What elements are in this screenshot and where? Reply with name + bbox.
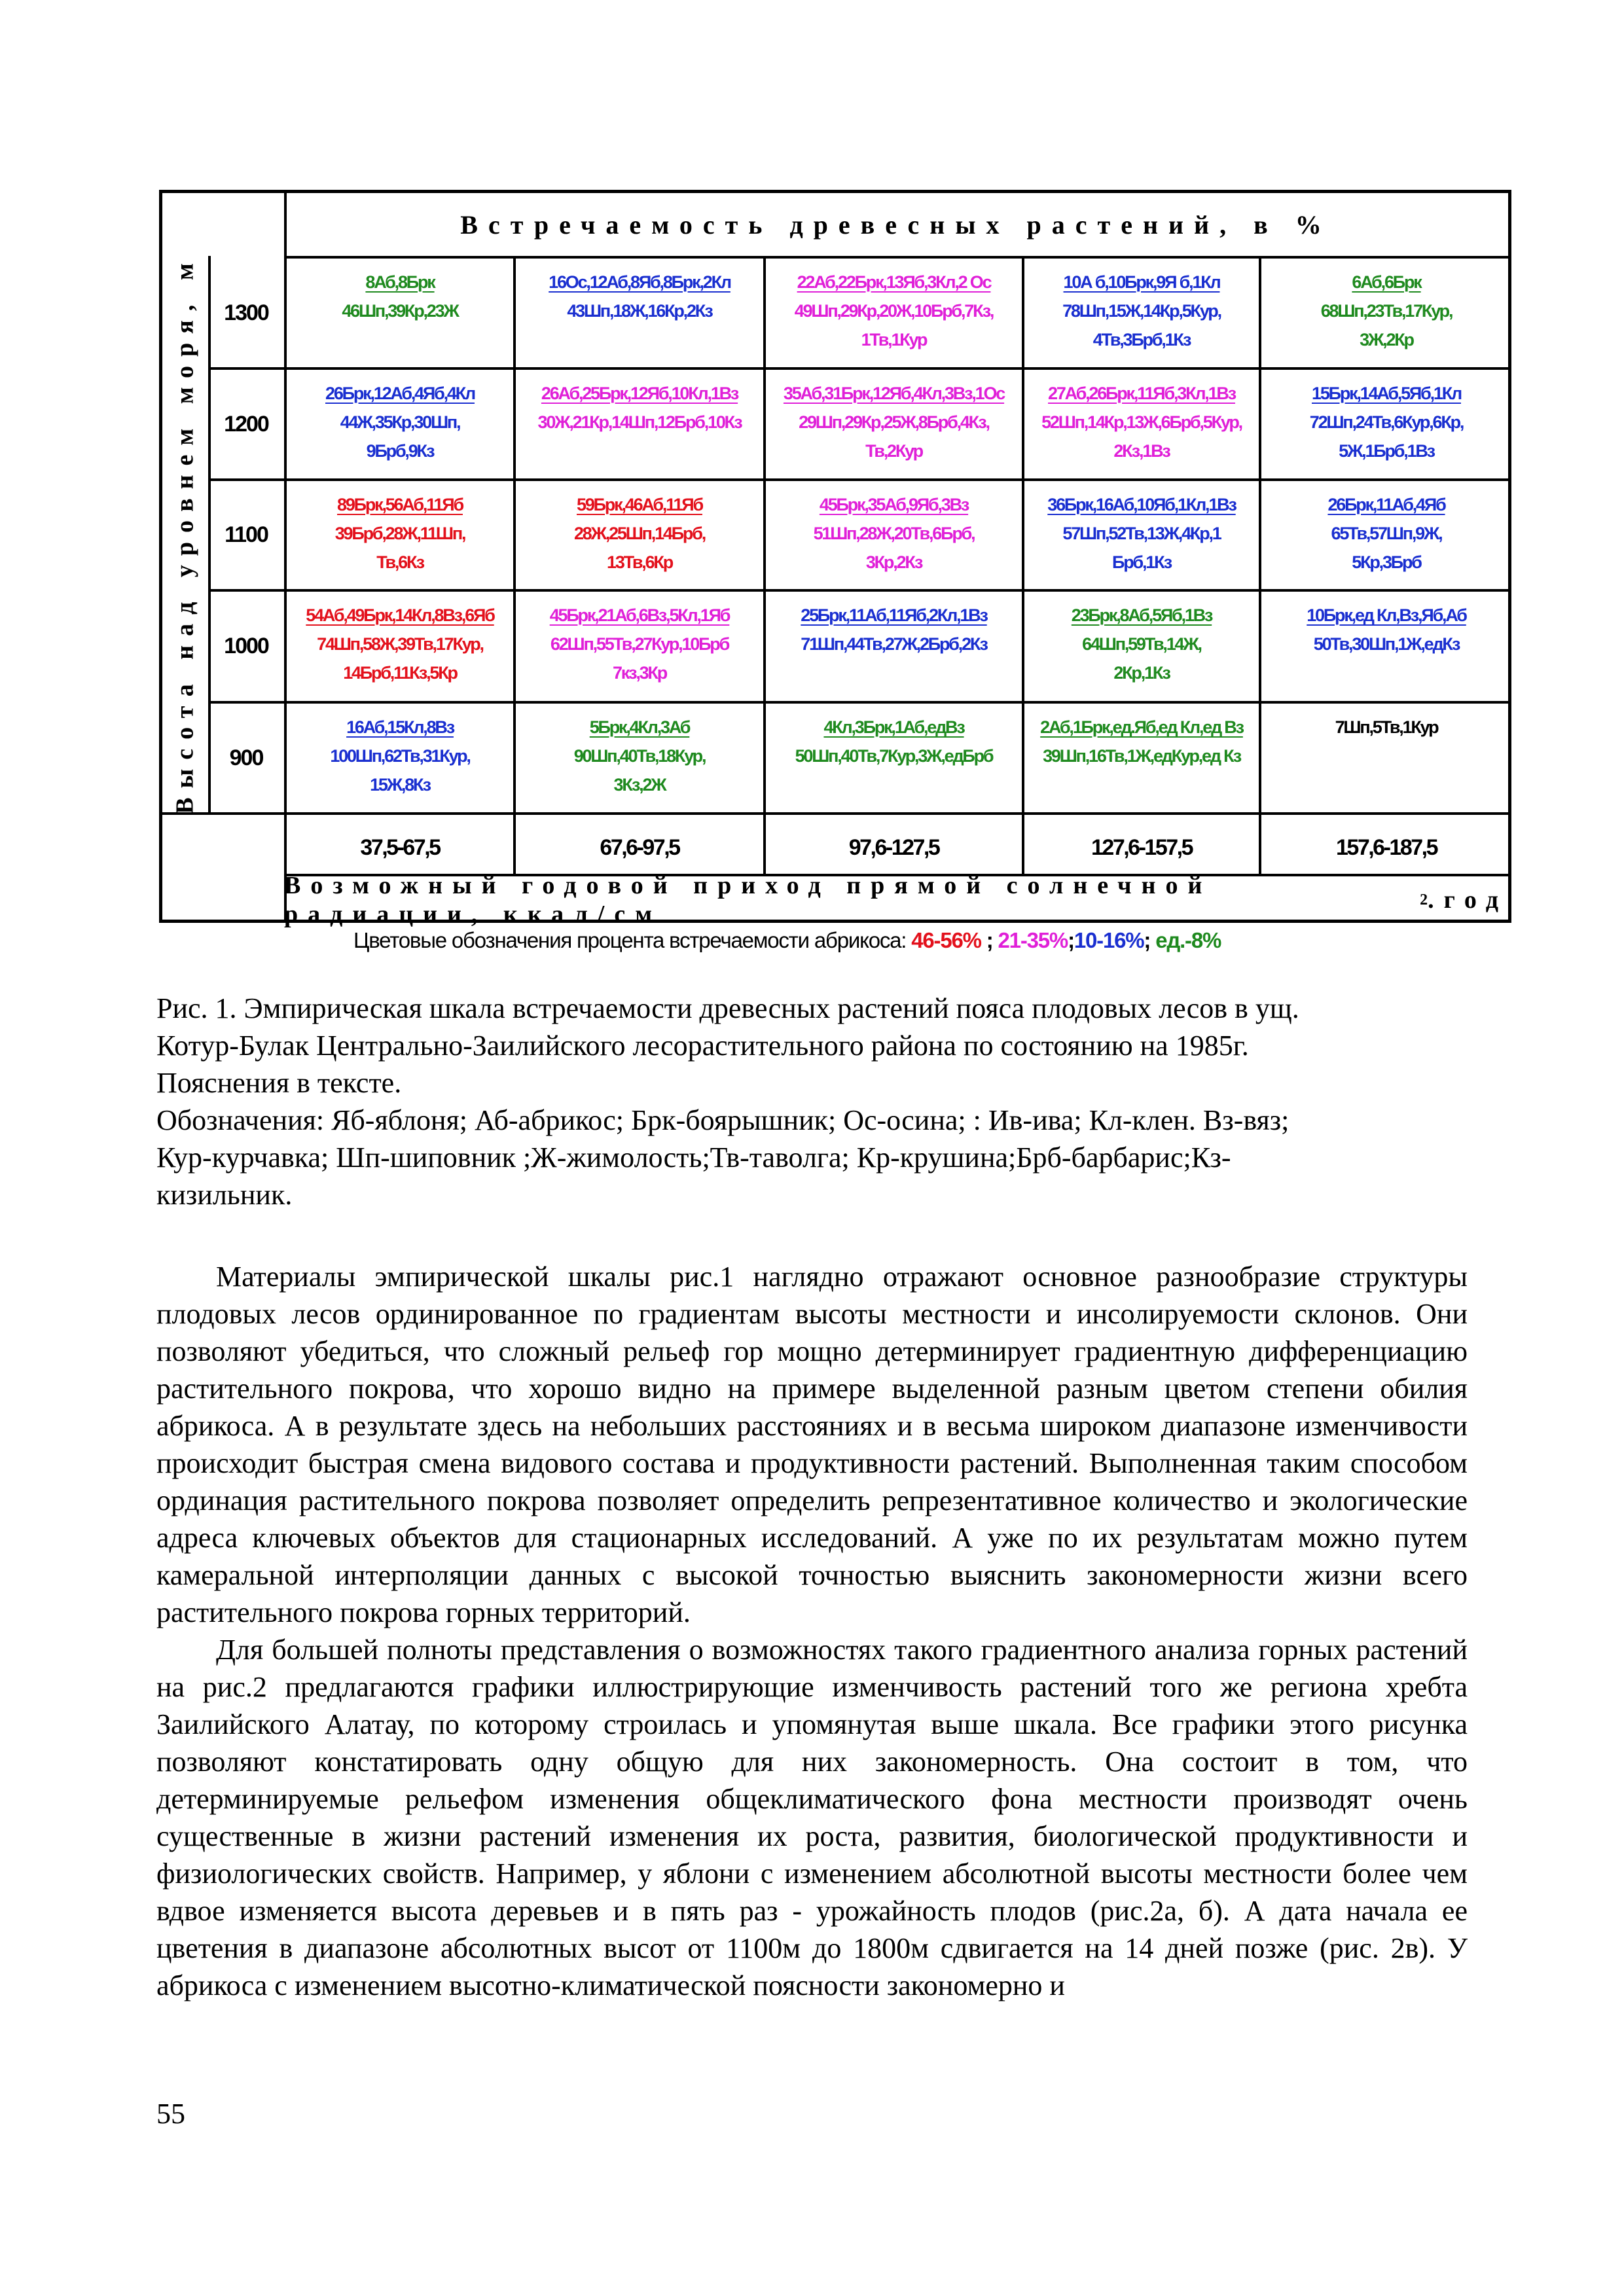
cell-trees-line: 8Аб,8Брк	[365, 272, 435, 292]
cell-shrubs-line: 5Кр,3Брб	[1352, 552, 1421, 572]
cell-shrubs-line: 2Кр,1Кз	[1113, 663, 1170, 683]
table-cell	[1261, 592, 1511, 701]
table-cell	[287, 370, 513, 478]
table-cell	[287, 259, 513, 367]
table-top-title: Встречаемость древесных растений, в %	[460, 209, 1332, 240]
cell-trees-line: 26Брк,12Аб,4Яб,4Кл	[325, 384, 475, 403]
altitude-label: 1000	[224, 634, 268, 658]
table-cell	[516, 259, 763, 367]
table-cell	[516, 592, 763, 701]
cell-shrubs-line: 13Тв,6Кр	[607, 552, 672, 572]
table-cell	[287, 704, 513, 812]
cell-shrubs-line: Тв,2Кур	[865, 441, 922, 461]
cell-trees-line: 22Аб,22Брк,13Яб,3Кл,2 Ос	[797, 272, 991, 292]
legend-sep: ;	[1144, 928, 1156, 952]
cell-shrubs-line: 90Шп,40Тв,18Кур,	[573, 746, 706, 766]
cell-shrubs-line: 1Тв,1Кур	[861, 330, 927, 350]
table-cell	[516, 481, 763, 589]
cell-shrubs-line: 39Шп,16Тв,1Ж,едКур,ед Кз	[1043, 746, 1240, 766]
radiation-label: 157,6-187,5	[1336, 834, 1437, 860]
cell-shrubs-line: 50Шп,40Тв,7Кур,3Ж,едБрб	[795, 746, 993, 766]
cell-shrubs-line: 72Шп,24Тв,6Кур,6Кр,	[1309, 412, 1464, 432]
legend-green: ед.-8%	[1155, 928, 1221, 952]
legend-magenta: 21-35%	[998, 928, 1068, 952]
cell-shrubs-line: 2Кз,1Вз	[1113, 441, 1170, 461]
altitude-label: 1100	[225, 522, 268, 547]
cell-trees-line: 5Брк,4Кл,3Аб	[589, 717, 690, 737]
legend-sep: ;	[981, 928, 998, 952]
color-legend	[353, 928, 1221, 953]
table-side-label	[162, 256, 208, 812]
altitude-axis-label: Высота над уровнем моря, м	[171, 254, 200, 814]
cell-shrubs-line: 7кз,3Кр	[612, 663, 667, 683]
cell-shrubs-line: 39Брб,28Ж,11Шп,	[334, 524, 465, 543]
radiation-label: 127,6-157,5	[1091, 834, 1192, 860]
table-cell	[1261, 481, 1511, 589]
cell-trees-line: 35Аб,31Брк,12Яб,4Кл,3Вз,1Ос	[783, 384, 1005, 403]
table-cell	[1024, 259, 1259, 367]
cell-trees-line: 10А б,10Брк,9Я б,1Кл	[1063, 272, 1220, 292]
table-cell	[516, 370, 763, 478]
cell-shrubs-line: 46Шп,39Кр,23Ж	[342, 301, 458, 321]
cell-shrubs-line: 52Шп,14Кр,13Ж,6Брб,5Кур,	[1041, 412, 1242, 432]
radiation-title-sup: 2	[1420, 891, 1428, 908]
cell-shrubs-line: 68Шп,23Тв,17Кур,	[1320, 301, 1453, 321]
legend-red: 46-56%	[911, 928, 981, 952]
cell-trees-line: 27Аб,26Брк,11Яб,3Кл,1Вз	[1048, 384, 1235, 403]
cell-shrubs-line: 78Шп,15Ж,14Кр,5Кур,	[1062, 301, 1221, 321]
cell-shrubs-line: 74Шп,58Ж,39Тв,17Кур,	[317, 634, 483, 654]
caption-line: Котур-Булак Центрально-Заилийского лесорастительного района по состоянию на 1985г.	[156, 1030, 1249, 1062]
paragraph: Материалы эмпирической шкалы рис.1 наглядно отражают основное разнообразие структуры плодовых лесов ординированное по градиентам высоты местности и инсолируемости склонов. Они позволяют убедиться, что сложный рельеф гор мощно детерминирует градиентную дифференциацию растительного покрова, что хорошо видно на примере выделенной разным цветом степени обилия абрикоса. А в результате здесь на небольших расстояниях и в весьма широком диапазоне изменчивости происходит быстрая смена видового состава и продуктивности растений. Выполненная таким способом ординация растительного покрова позволяет определить репрезентативное количество и экологические адреса ключевых объектов для стационарных исследований. А уже по их результатам можно путем камеральной интерполяции данных с высокой точностью выяснить закономерности жизни всего растительного покрова горных территорий.	[156, 1261, 1468, 1628]
cell-trees-line: 89Брк,56Аб,11Яб	[337, 495, 463, 514]
table-cell	[1024, 481, 1259, 589]
cell-trees-line: 36Брк,16Аб,10Яб,1Кл,1Вз	[1047, 495, 1236, 514]
cell-trees-line: 16Ос,12Аб,8Яб,8Брк,2Кл	[549, 272, 731, 292]
cell-trees-line: 10Брк,ед Кл,Вз,Яб,Аб	[1307, 605, 1466, 625]
cell-trees-line: 6Аб,6Брк	[1352, 272, 1421, 292]
altitude-label: 1200	[224, 411, 268, 437]
cell-shrubs-line: 4Тв,3Брб,1Кз	[1092, 330, 1191, 350]
cell-shrubs-line: 100Шп,62Тв,31Кур,	[330, 746, 470, 766]
caption-line: кизильник.	[156, 1179, 293, 1211]
caption-line: Пояснения в тексте.	[156, 1067, 402, 1099]
legend-blue: 10-16%	[1074, 928, 1144, 952]
cell-trees-line: 26Аб,25Брк,12Яб,10Кл,1Вз	[541, 384, 738, 403]
cell-shrubs-line: 44Ж,35Кр,30Шп,	[340, 412, 460, 432]
cell-shrubs-line: 57Шп,52Тв,13Ж,4Кр,1	[1062, 524, 1221, 543]
table-cell	[766, 370, 1022, 478]
cell-shrubs-line: 29Шп,29Кр,25Ж,8Брб,4Кз,	[799, 412, 989, 432]
cell-trees-line: 16Аб,15Кл,8Вз	[346, 717, 454, 737]
table-cell	[287, 592, 513, 701]
cell-shrubs-line: 5Ж,1Брб,1Вз	[1339, 441, 1434, 461]
grid-line	[162, 812, 1508, 815]
altitude-label: 1300	[224, 300, 268, 325]
cell-trees-line: 59Брк,46Аб,11Яб	[577, 495, 702, 514]
caption-line: Кур-курчавка; Шп-шиповник ;Ж-жимолость;Тв-таволга; Кр-крушина;Брб-барбарис;Кз-	[156, 1141, 1231, 1174]
figure-table	[159, 190, 1511, 928]
cell-trees-line: 45Брк,21Аб,6Вз,5Кл,1Яб	[549, 605, 730, 625]
body-text	[156, 1258, 1468, 2004]
table-cell	[287, 481, 513, 589]
legend-text: Цветовые обозначения процента встречаемости абрикоса:	[353, 928, 912, 952]
cell-shrubs-line: 50Тв,30Шп,1Ж,едКз	[1313, 634, 1460, 654]
table-cell	[1024, 370, 1259, 478]
radiation-label: 67,6-97,5	[600, 834, 679, 860]
radiation-title-text: Возможный годовой приход прямой солнечной радиации, ккал/см	[284, 872, 1212, 928]
cell-shrubs-line: 15Ж,8Кз	[370, 775, 430, 795]
paragraph: Для большей полноты представления о возможностях такого градиентного анализа горных растений на рис.2 предлагаются графики иллюстрирующие изменчивость растений того же региона хребта Заилийского Алатау, по которому строилась и упомянутая выше шкала. Все графики этого рисунка позволяют констатировать одну общую для них закономерность. Она состоит в том, что детерминируемые рельефом изменения общеклиматического фона местности производят очень существенные в жизни растений изменения их роста, развития, биологической продуктивности и физиологических свойств. Например, у яблони с изменением абсолютной высоты местности более чем вдвое изменяется высота деревьев и в пять раз - урожайность плодов (рис.2а, б). А дата начала ее цветения в диапазоне абсолютных высот от 1100м до 1800м сдвигается на 14 дней позже (рис. 2в). У абрикоса с изменением высотно-климатической поясности закономерно и	[156, 1634, 1468, 2001]
cell-shrubs-line: Тв,6Кз	[376, 552, 424, 572]
caption-line: Рис. 1. Эмпирическая шкала встречаемости древесных растений пояса плодовых лесов в ущ.	[156, 992, 1299, 1024]
figure-caption	[156, 990, 1485, 1213]
cell-shrubs-line: 43Шп,18Ж,16Кр,2Кз	[567, 301, 712, 321]
cell-trees-line: 15Брк,14Аб,5Яб,1Кл	[1312, 384, 1461, 403]
table-cell	[1024, 704, 1259, 812]
table-cell	[766, 592, 1022, 701]
page-number: 55	[156, 2098, 185, 2130]
cell-shrubs-line: 28Ж,25Шп,14Брб,	[573, 524, 706, 543]
cell-shrubs-line: 62Шп,55Тв,27Кур,10Брб	[550, 634, 729, 654]
legend-sep: ;	[1068, 928, 1074, 952]
radiation-label: 37,5-67,5	[360, 834, 440, 860]
cell-shrubs-line: 30Ж,21Кр,14Шп,12Брб,10Кз	[537, 412, 742, 432]
cell-trees-line: 23Брк,8Аб,5Яб,1Вз	[1071, 605, 1212, 625]
radiation-label: 97,6-127,5	[848, 834, 939, 860]
table-cell	[1261, 370, 1511, 478]
cell-shrubs-line: 65Тв,57Шп,9Ж,	[1331, 524, 1442, 543]
table-cell	[766, 259, 1022, 367]
cell-shrubs-line: 64Шп,59Тв,14Ж,	[1082, 634, 1201, 654]
table-cell	[516, 704, 763, 812]
cell-shrubs-line: 3Кз,2Ж	[613, 775, 666, 795]
cell-shrubs-line: Брб,1Кз	[1112, 552, 1171, 572]
cell-trees-line: 54Аб,49Брк,14Кл,8Вз,6Яб	[306, 605, 494, 625]
cell-shrubs-line: 14Брб,11Кз,5Кр	[343, 663, 457, 683]
cell-trees-line: 26Брк,11Аб,4Яб	[1327, 495, 1445, 514]
cell-trees-line: 2Аб,1Брк,ед.Яб,ед Кл,ед Вз	[1040, 717, 1243, 737]
table-cell	[1261, 704, 1511, 812]
cell-shrubs-line: 51Шп,28Ж,20Тв,6Брб,	[813, 524, 975, 543]
radiation-title-tail: .год	[1428, 886, 1508, 914]
cell-shrubs-line: 49Шп,29Кр,20Ж,10Брб,7Кз,	[794, 301, 994, 321]
table-cell	[1261, 259, 1511, 367]
table-cell	[766, 481, 1022, 589]
cell-shrubs-line: 3Ж,2Кр	[1360, 330, 1413, 350]
table-cell	[1024, 592, 1259, 701]
table-bottom-title	[284, 872, 1508, 928]
cell-shrubs-line: 71Шп,44Тв,27Ж,2Брб,2Кз	[801, 634, 987, 654]
cell-shrubs-line: 9Брб,9Кз	[366, 441, 434, 461]
table-cell	[766, 704, 1022, 812]
cell-trees-line: 4Кл,3Брк,1Аб,едВз	[823, 717, 964, 737]
cell-trees-line: 25Брк,11Аб,11Яб,2Кл,1Вз	[801, 605, 987, 625]
cell-trees-line: 7Шп,5Тв,1Кур	[1335, 717, 1438, 737]
cell-shrubs-line: 3Кр,2Кз	[865, 552, 922, 572]
cell-trees-line: 45Брк,35Аб,9Яб,3Вз	[819, 495, 969, 514]
altitude-label: 900	[229, 745, 263, 770]
caption-line: Обозначения: Яб-яблоня; Аб-абрикос; Брк-боярышник; Ос-осина; : Ив-ива; Кл-клен. Вз-вяз;	[156, 1104, 1290, 1136]
